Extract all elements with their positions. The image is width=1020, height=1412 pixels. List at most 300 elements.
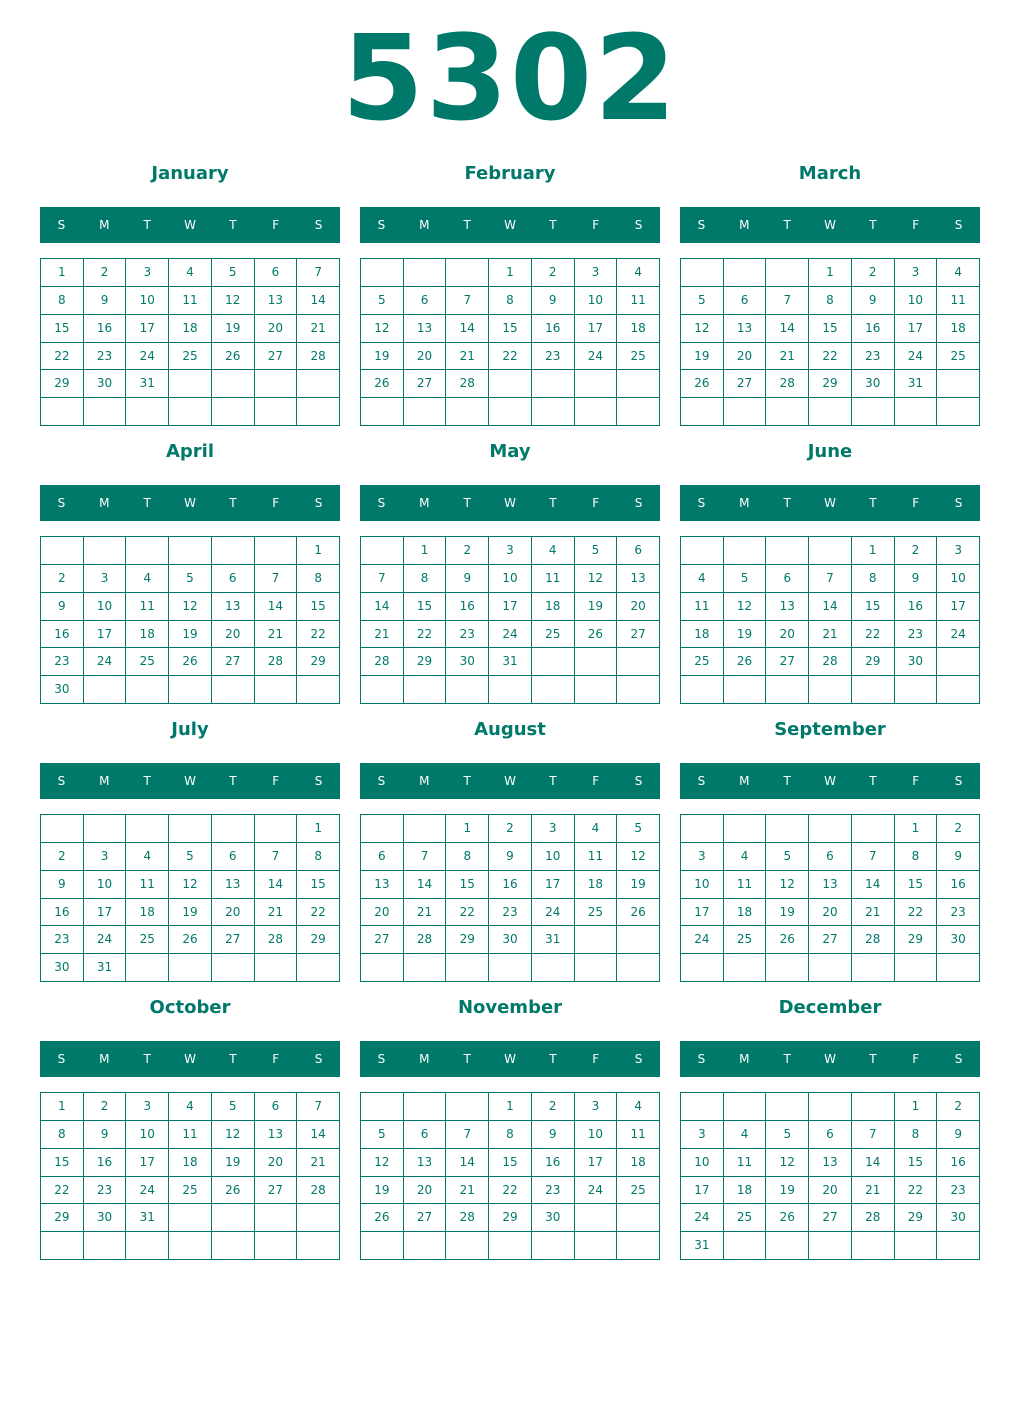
day-cell: 12 <box>212 287 255 315</box>
day-cell: 3 <box>937 537 980 565</box>
weekday-header: S <box>57 496 66 510</box>
weekday-header-row <box>680 485 980 521</box>
day-cell: 10 <box>84 593 127 621</box>
weekday-header: S <box>954 218 963 232</box>
day-cell: 12 <box>212 1121 255 1149</box>
empty-day-cell <box>446 1232 489 1260</box>
weekday-header: W <box>184 496 196 510</box>
weekday-header: S <box>314 1052 323 1066</box>
day-cell: 3 <box>532 815 575 843</box>
day-cell: 17 <box>681 899 724 927</box>
empty-day-cell <box>532 1232 575 1260</box>
day-cell: 11 <box>169 287 212 315</box>
day-cell: 26 <box>361 370 404 398</box>
day-cell: 18 <box>681 621 724 649</box>
weekday-header: M <box>419 218 430 232</box>
weekday-header-row <box>40 763 340 799</box>
weekday-header: S <box>634 218 643 232</box>
empty-day-cell <box>724 815 767 843</box>
day-grid <box>40 1092 340 1260</box>
day-cell: 15 <box>297 593 340 621</box>
day-cell: 26 <box>681 370 724 398</box>
day-cell: 31 <box>126 1204 169 1232</box>
day-cell: 3 <box>126 259 169 287</box>
day-grid <box>680 814 980 982</box>
day-cell: 14 <box>852 1149 895 1177</box>
day-cell: 12 <box>575 565 618 593</box>
weekday-header: T <box>869 218 877 232</box>
day-cell: 20 <box>404 343 447 371</box>
weekday-header: S <box>57 774 66 788</box>
day-cell: 24 <box>126 1177 169 1205</box>
empty-day-cell <box>575 398 618 426</box>
weekday-header: M <box>419 1052 430 1066</box>
day-cell: 17 <box>126 315 169 343</box>
day-cell: 22 <box>297 621 340 649</box>
empty-day-cell <box>297 370 340 398</box>
empty-day-cell <box>212 370 255 398</box>
empty-day-cell <box>766 398 809 426</box>
day-cell: 12 <box>169 593 212 621</box>
day-cell: 26 <box>169 926 212 954</box>
day-cell: 18 <box>169 315 212 343</box>
empty-day-cell <box>212 537 255 565</box>
day-cell: 12 <box>361 1149 404 1177</box>
day-cell: 15 <box>809 315 852 343</box>
day-cell: 21 <box>297 1149 340 1177</box>
day-cell: 4 <box>169 259 212 287</box>
day-cell: 20 <box>212 621 255 649</box>
weekday-header-row <box>680 207 980 243</box>
empty-day-cell <box>404 954 447 982</box>
empty-day-cell <box>255 370 298 398</box>
day-cell: 30 <box>41 954 84 982</box>
month-name: September <box>774 719 886 740</box>
weekday-header: T <box>783 218 791 232</box>
empty-day-cell <box>361 537 404 565</box>
weekday-header: W <box>504 1052 516 1066</box>
empty-day-cell <box>681 954 724 982</box>
empty-day-cell <box>532 676 575 704</box>
day-cell: 22 <box>852 621 895 649</box>
empty-day-cell <box>169 954 212 982</box>
weekday-header: W <box>824 1052 836 1066</box>
day-cell: 4 <box>126 843 169 871</box>
day-cell: 31 <box>681 1232 724 1260</box>
day-grid <box>680 536 980 704</box>
month-name: June <box>807 441 853 462</box>
day-cell: 6 <box>809 1121 852 1149</box>
day-cell: 18 <box>724 1177 767 1205</box>
day-cell: 27 <box>212 648 255 676</box>
empty-day-cell <box>489 398 532 426</box>
empty-day-cell <box>937 648 980 676</box>
day-cell: 9 <box>937 1121 980 1149</box>
day-cell: 8 <box>41 1121 84 1149</box>
empty-day-cell <box>297 1232 340 1260</box>
day-cell: 14 <box>446 1149 489 1177</box>
day-cell: 15 <box>41 1149 84 1177</box>
month-name: March <box>798 163 862 184</box>
day-cell: 25 <box>681 648 724 676</box>
empty-day-cell <box>126 1232 169 1260</box>
day-cell: 2 <box>41 565 84 593</box>
weekday-header: S <box>377 218 386 232</box>
empty-day-cell <box>212 954 255 982</box>
weekday-header: T <box>143 218 151 232</box>
day-grid <box>360 814 660 982</box>
day-cell: 14 <box>361 593 404 621</box>
empty-day-cell <box>489 676 532 704</box>
empty-day-cell <box>169 1232 212 1260</box>
weekday-header: F <box>592 496 600 510</box>
day-cell: 7 <box>297 259 340 287</box>
empty-day-cell <box>809 676 852 704</box>
day-cell: 9 <box>895 565 938 593</box>
day-cell: 30 <box>84 1204 127 1232</box>
day-cell: 30 <box>532 1204 575 1232</box>
day-cell: 21 <box>852 1177 895 1205</box>
day-cell: 11 <box>169 1121 212 1149</box>
weekday-header: S <box>634 1052 643 1066</box>
month-name: November <box>457 997 563 1018</box>
empty-day-cell <box>126 954 169 982</box>
month-name: May <box>489 441 531 462</box>
weekday-header: T <box>783 496 791 510</box>
day-cell: 15 <box>446 871 489 899</box>
empty-day-cell <box>532 954 575 982</box>
empty-day-cell <box>212 1204 255 1232</box>
empty-day-cell <box>766 954 809 982</box>
empty-day-cell <box>212 398 255 426</box>
day-cell: 12 <box>766 871 809 899</box>
empty-day-cell <box>809 398 852 426</box>
day-cell: 3 <box>575 259 618 287</box>
day-cell: 28 <box>297 343 340 371</box>
month-name: December <box>778 997 882 1018</box>
day-cell: 13 <box>766 593 809 621</box>
day-cell: 28 <box>446 1204 489 1232</box>
day-cell: 17 <box>84 899 127 927</box>
day-cell: 13 <box>404 315 447 343</box>
day-cell: 23 <box>532 343 575 371</box>
day-cell: 19 <box>169 621 212 649</box>
empty-day-cell <box>809 537 852 565</box>
day-cell: 12 <box>681 315 724 343</box>
day-cell: 26 <box>212 343 255 371</box>
weekday-header: S <box>314 496 323 510</box>
day-cell: 7 <box>809 565 852 593</box>
weekday-header: S <box>954 496 963 510</box>
empty-day-cell <box>255 398 298 426</box>
day-cell: 25 <box>532 621 575 649</box>
day-cell: 21 <box>255 621 298 649</box>
day-cell: 2 <box>84 1093 127 1121</box>
day-cell: 8 <box>852 565 895 593</box>
day-cell: 2 <box>41 843 84 871</box>
day-cell: 23 <box>895 621 938 649</box>
day-cell: 24 <box>895 343 938 371</box>
day-cell: 1 <box>895 1093 938 1121</box>
day-cell: 8 <box>297 565 340 593</box>
weekday-header: F <box>592 218 600 232</box>
day-cell: 3 <box>84 565 127 593</box>
empty-day-cell <box>361 954 404 982</box>
day-cell: 11 <box>617 1121 660 1149</box>
weekday-header: T <box>549 774 557 788</box>
day-cell: 1 <box>895 815 938 843</box>
day-cell: 6 <box>212 565 255 593</box>
day-cell: 6 <box>766 565 809 593</box>
weekday-header: F <box>912 774 920 788</box>
empty-day-cell <box>361 1232 404 1260</box>
empty-day-cell <box>126 815 169 843</box>
day-cell: 9 <box>937 843 980 871</box>
day-cell: 17 <box>126 1149 169 1177</box>
day-cell: 30 <box>937 926 980 954</box>
day-cell: 13 <box>212 871 255 899</box>
empty-day-cell <box>766 1093 809 1121</box>
empty-day-cell <box>681 398 724 426</box>
day-cell: 4 <box>126 565 169 593</box>
weekday-header: T <box>463 774 471 788</box>
day-grid <box>360 536 660 704</box>
day-cell: 16 <box>84 315 127 343</box>
weekday-header: S <box>954 774 963 788</box>
day-cell: 4 <box>724 843 767 871</box>
day-cell: 14 <box>766 315 809 343</box>
day-cell: 29 <box>404 648 447 676</box>
empty-day-cell <box>126 537 169 565</box>
day-cell: 28 <box>255 648 298 676</box>
day-cell: 5 <box>361 1121 404 1149</box>
day-cell: 15 <box>404 593 447 621</box>
day-cell: 10 <box>126 287 169 315</box>
day-cell: 28 <box>852 926 895 954</box>
day-cell: 16 <box>937 1149 980 1177</box>
empty-day-cell <box>212 815 255 843</box>
day-cell: 18 <box>617 1149 660 1177</box>
day-cell: 31 <box>489 648 532 676</box>
day-cell: 18 <box>126 899 169 927</box>
empty-day-cell <box>446 676 489 704</box>
day-cell: 27 <box>809 926 852 954</box>
day-grid <box>360 258 660 426</box>
day-cell: 13 <box>809 1149 852 1177</box>
day-grid <box>40 814 340 982</box>
day-cell: 19 <box>212 315 255 343</box>
weekday-header: S <box>634 496 643 510</box>
empty-day-cell <box>446 398 489 426</box>
day-cell: 30 <box>41 676 84 704</box>
empty-day-cell <box>361 259 404 287</box>
empty-day-cell <box>41 398 84 426</box>
day-cell: 12 <box>617 843 660 871</box>
day-cell: 11 <box>937 287 980 315</box>
day-cell: 7 <box>404 843 447 871</box>
day-cell: 9 <box>446 565 489 593</box>
weekday-header: S <box>377 496 386 510</box>
empty-day-cell <box>41 537 84 565</box>
empty-day-cell <box>255 1204 298 1232</box>
day-cell: 4 <box>681 565 724 593</box>
day-cell: 16 <box>532 315 575 343</box>
day-cell: 6 <box>361 843 404 871</box>
day-cell: 4 <box>617 1093 660 1121</box>
weekday-header: F <box>592 1052 600 1066</box>
day-cell: 28 <box>446 370 489 398</box>
empty-day-cell <box>617 926 660 954</box>
day-cell: 27 <box>404 1204 447 1232</box>
day-cell: 25 <box>937 343 980 371</box>
empty-day-cell <box>681 537 724 565</box>
day-cell: 8 <box>895 843 938 871</box>
weekday-header-row <box>680 763 980 799</box>
weekday-header: S <box>57 1052 66 1066</box>
empty-day-cell <box>575 926 618 954</box>
day-cell: 11 <box>724 871 767 899</box>
weekday-header: S <box>314 218 323 232</box>
weekday-header: F <box>272 218 280 232</box>
day-cell: 11 <box>681 593 724 621</box>
day-cell: 26 <box>212 1177 255 1205</box>
year-title: 5302 <box>341 9 679 147</box>
empty-day-cell <box>852 954 895 982</box>
empty-day-cell <box>617 676 660 704</box>
empty-day-cell <box>255 676 298 704</box>
day-cell: 3 <box>895 259 938 287</box>
day-cell: 16 <box>446 593 489 621</box>
day-cell: 6 <box>724 287 767 315</box>
weekday-header: W <box>824 774 836 788</box>
day-cell: 4 <box>532 537 575 565</box>
day-cell: 11 <box>532 565 575 593</box>
day-cell: 27 <box>404 370 447 398</box>
weekday-header: W <box>504 496 516 510</box>
day-cell: 13 <box>809 871 852 899</box>
day-cell: 9 <box>532 287 575 315</box>
empty-day-cell <box>681 259 724 287</box>
day-cell: 24 <box>84 648 127 676</box>
weekday-header: F <box>272 1052 280 1066</box>
day-cell: 10 <box>84 871 127 899</box>
day-cell: 11 <box>126 871 169 899</box>
day-cell: 2 <box>937 815 980 843</box>
day-cell: 2 <box>532 259 575 287</box>
day-cell: 26 <box>575 621 618 649</box>
day-cell: 24 <box>489 621 532 649</box>
day-cell: 17 <box>575 315 618 343</box>
day-cell: 22 <box>404 621 447 649</box>
day-cell: 29 <box>297 926 340 954</box>
day-cell: 5 <box>212 1093 255 1121</box>
empty-day-cell <box>937 370 980 398</box>
day-cell: 19 <box>766 899 809 927</box>
day-cell: 21 <box>852 899 895 927</box>
empty-day-cell <box>937 676 980 704</box>
day-cell: 23 <box>41 926 84 954</box>
day-cell: 2 <box>532 1093 575 1121</box>
day-cell: 26 <box>724 648 767 676</box>
day-cell: 5 <box>169 843 212 871</box>
day-cell: 5 <box>575 537 618 565</box>
empty-day-cell <box>404 815 447 843</box>
day-cell: 31 <box>84 954 127 982</box>
day-cell: 27 <box>617 621 660 649</box>
empty-day-cell <box>404 676 447 704</box>
day-cell: 19 <box>766 1177 809 1205</box>
weekday-header: M <box>739 1052 750 1066</box>
day-cell: 10 <box>681 1149 724 1177</box>
day-cell: 21 <box>255 899 298 927</box>
empty-day-cell <box>724 954 767 982</box>
day-cell: 20 <box>255 1149 298 1177</box>
day-cell: 30 <box>446 648 489 676</box>
day-cell: 20 <box>809 1177 852 1205</box>
empty-day-cell <box>724 398 767 426</box>
empty-day-cell <box>617 1232 660 1260</box>
empty-day-cell <box>489 954 532 982</box>
empty-day-cell <box>446 954 489 982</box>
day-cell: 12 <box>361 315 404 343</box>
day-cell: 20 <box>724 343 767 371</box>
day-cell: 27 <box>809 1204 852 1232</box>
empty-day-cell <box>84 537 127 565</box>
day-cell: 1 <box>404 537 447 565</box>
empty-day-cell <box>724 537 767 565</box>
day-cell: 14 <box>297 1121 340 1149</box>
weekday-header: S <box>697 774 706 788</box>
weekday-header: F <box>912 218 920 232</box>
empty-day-cell <box>617 1204 660 1232</box>
weekday-header: F <box>592 774 600 788</box>
weekday-header: W <box>824 218 836 232</box>
day-cell: 27 <box>766 648 809 676</box>
day-cell: 18 <box>532 593 575 621</box>
day-cell: 5 <box>361 287 404 315</box>
day-cell: 20 <box>617 593 660 621</box>
empty-day-cell <box>766 537 809 565</box>
weekday-header: T <box>549 496 557 510</box>
empty-day-cell <box>895 954 938 982</box>
day-cell: 3 <box>681 843 724 871</box>
empty-day-cell <box>809 954 852 982</box>
day-cell: 2 <box>489 815 532 843</box>
day-cell: 13 <box>361 871 404 899</box>
weekday-header: F <box>912 496 920 510</box>
day-cell: 8 <box>489 287 532 315</box>
weekday-header: W <box>504 218 516 232</box>
empty-day-cell <box>41 1232 84 1260</box>
day-cell: 9 <box>852 287 895 315</box>
weekday-header: T <box>229 218 237 232</box>
empty-day-cell <box>895 676 938 704</box>
weekday-header: M <box>739 496 750 510</box>
weekday-header-row <box>40 485 340 521</box>
day-cell: 6 <box>255 1093 298 1121</box>
empty-day-cell <box>255 815 298 843</box>
day-cell: 25 <box>617 343 660 371</box>
empty-day-cell <box>809 1232 852 1260</box>
empty-day-cell <box>895 398 938 426</box>
day-cell: 12 <box>766 1149 809 1177</box>
day-cell: 2 <box>446 537 489 565</box>
empty-day-cell <box>361 815 404 843</box>
empty-day-cell <box>575 954 618 982</box>
day-cell: 23 <box>937 899 980 927</box>
weekday-header: M <box>99 496 110 510</box>
day-cell: 15 <box>489 315 532 343</box>
